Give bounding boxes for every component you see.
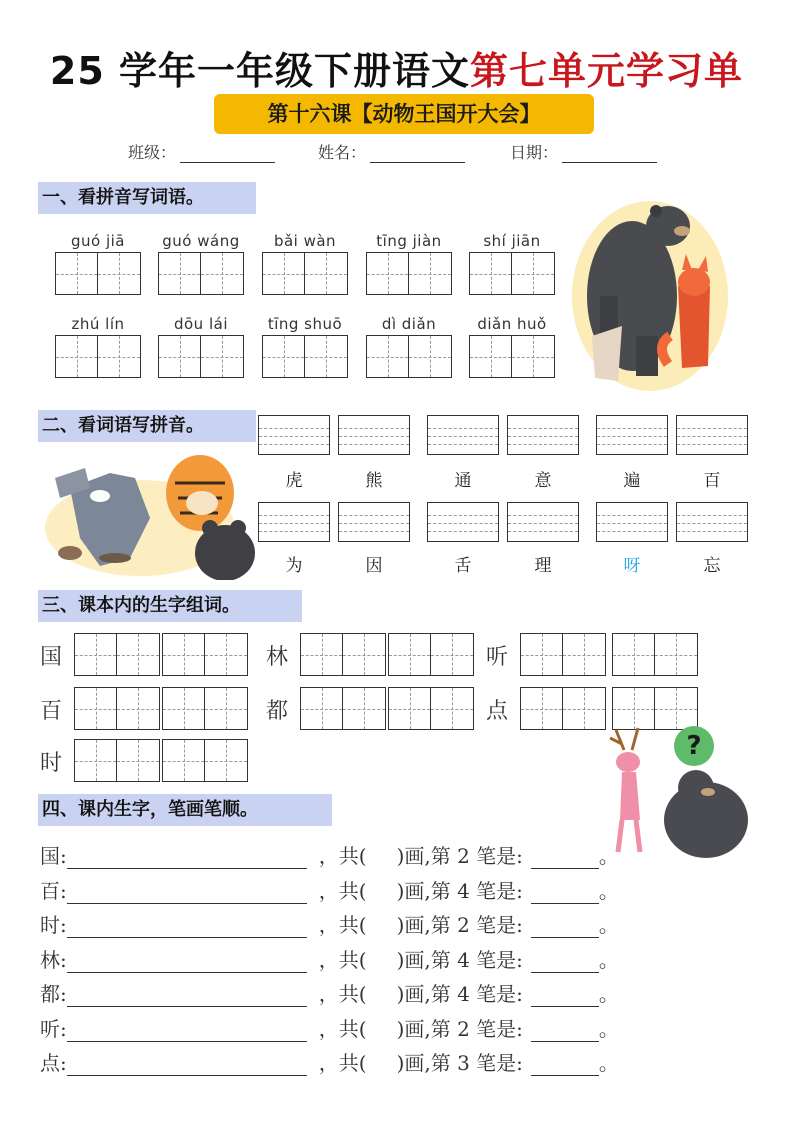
pinyin-answer-box[interactable] [258,415,330,455]
pinyin-label: dì diǎn [381,315,437,333]
pinyin-guide-line [428,444,498,445]
pinyin-answer-box[interactable] [427,415,499,455]
tian-zi-ge-cell[interactable] [117,740,159,781]
stroke-total-suffix: )画, [396,982,431,1006]
pinyin-guide-line [597,523,667,524]
pinyin-label: shí jiān [483,232,541,250]
pinyin-label: bǎi wàn [273,232,337,250]
tian-zi-ge-cell[interactable] [305,336,347,377]
pinyin-answer-box[interactable] [338,415,410,455]
stroke-order-label: 第 2 笔是: [430,1016,523,1041]
title-grade: 25 学年一年级下册语文 [49,49,471,93]
tian-zi-ge-cell[interactable] [75,634,117,675]
stroke-row [40,909,619,939]
tian-zi-ge-cell[interactable] [98,253,140,294]
stroke-row-end: 。 [598,913,619,937]
date-blank[interactable] [562,145,657,163]
stroke-order-blank[interactable] [531,880,599,904]
pinyin-word-item [366,232,452,295]
section1-heading: 一、看拼音写词语。 [38,182,256,214]
tian-zi-ge-pair[interactable] [55,335,141,378]
pinyin-guide-line [597,428,667,429]
stroke-total-prefix: ，共( [318,1051,367,1075]
tian-zi-ge-pair[interactable] [300,633,386,676]
pinyin-guide-line [259,444,329,445]
class-field[interactable] [128,140,275,163]
pinyin-guide-line [339,436,409,437]
stroke-write-blank[interactable] [67,1018,307,1042]
tian-zi-ge-pair[interactable] [366,335,452,378]
tian-zi-ge-pair[interactable] [300,687,386,730]
stroke-row [40,875,619,905]
stroke-order-blank[interactable] [531,845,599,869]
tian-zi-ge-pair[interactable] [158,335,244,378]
tian-zi-ge-cell[interactable] [201,253,243,294]
tian-zi-ge-cell[interactable] [431,634,473,675]
stroke-total-prefix: ，共( [318,913,367,937]
stroke-row [40,978,619,1008]
pinyin-label: diǎn huǒ [477,315,547,333]
hanzi-word: 遍 [623,471,641,491]
tian-zi-ge-cell[interactable] [98,336,140,377]
tian-zi-ge-pair[interactable] [262,335,348,378]
tian-zi-ge-cell[interactable] [117,688,159,729]
date-label: 日期： [510,143,559,162]
pinyin-answer-box[interactable] [258,502,330,542]
pinyin-guide-line [597,531,667,532]
pinyin-guide-line [428,531,498,532]
tian-zi-ge-pair[interactable] [262,252,348,295]
stroke-write-blank[interactable] [67,949,307,973]
tian-zi-ge-cell[interactable] [367,336,409,377]
tian-zi-ge-cell[interactable] [205,634,247,675]
pinyin-guide-line [259,531,329,532]
tian-zi-ge-cell[interactable] [205,688,247,729]
pinyin-guide-line [508,444,578,445]
stroke-total-prefix: ，共( [318,982,367,1006]
pinyin-guide-line [259,523,329,524]
stroke-total-suffix: )画, [396,1016,431,1041]
hanzi-word: 虎 [285,471,303,491]
hanzi-word: 通 [454,471,472,491]
pinyin-guide-line [677,428,747,429]
pinyin-guide-line [428,515,498,516]
stroke-row [40,1047,619,1077]
stroke-total-prefix: ，共( [318,1016,367,1041]
tian-zi-ge-pair[interactable] [162,687,248,730]
tian-zi-ge-pair[interactable] [469,335,555,378]
pinyin-guide-line [508,531,578,532]
tian-zi-ge-cell[interactable] [389,634,431,675]
pinyin-guide-line [339,515,409,516]
stroke-row-end: 。 [598,1016,619,1041]
tian-zi-ge-cell[interactable] [205,740,247,781]
stroke-order-label: 第 3 笔是: [430,1051,523,1075]
pinyin-label: guó wáng [162,232,240,250]
hanzi-word: 因 [365,556,383,576]
pinyin-guide-line [597,444,667,445]
pinyin-guide-line [508,428,578,429]
stroke-write-blank[interactable] [67,845,307,869]
name-label: 姓名： [318,143,367,162]
tian-zi-ge-pair[interactable] [520,687,606,730]
hanzi-word: 为 [285,556,303,576]
pinyin-word-item [55,232,141,295]
tian-zi-ge-pair[interactable] [520,633,606,676]
pinyin-guide-line [508,436,578,437]
title-unit: 第七单元学习单 [470,49,744,93]
tian-zi-ge-pair[interactable] [162,739,248,782]
tian-zi-ge-cell[interactable] [301,688,343,729]
pinyin-guide-line [508,523,578,524]
pinyin-answer-box[interactable] [338,502,410,542]
tian-zi-ge-pair[interactable] [388,687,474,730]
word-building-char: 都 [266,699,289,724]
stroke-order-blank[interactable] [531,949,599,973]
tian-zi-ge-pair[interactable] [388,633,474,676]
stroke-char-label: 时: [40,913,67,937]
hanzi-word: 舌 [454,556,472,576]
stroke-order-label: 第 2 笔是: [430,913,523,937]
class-label: 班级： [128,143,177,162]
stroke-order-label: 第 4 笔是: [430,947,523,972]
stroke-char-label: 听: [40,1016,67,1041]
stroke-row-end: 。 [598,947,619,972]
pinyin-guide-line [259,428,329,429]
stroke-write-blank[interactable] [67,914,307,938]
pinyin-label: dōu lái [173,315,228,333]
pinyin-guide-line [428,436,498,437]
tian-zi-ge-pair[interactable] [612,633,698,676]
stroke-char-label: 林: [40,947,67,972]
tian-zi-ge-cell[interactable] [409,336,451,377]
pinyin-label: tīng jiàn [376,232,442,250]
pinyin-guide-line [677,531,747,532]
stroke-char-label: 都: [40,982,67,1006]
stroke-total-suffix: )画, [396,913,431,937]
stroke-char-label: 百: [40,878,67,903]
tian-zi-ge-pair[interactable] [162,633,248,676]
name-blank[interactable] [370,145,465,163]
hanzi-word: 意 [534,471,552,491]
stroke-total-suffix: )画, [396,1051,431,1075]
class-blank[interactable] [180,145,275,163]
tian-zi-ge-cell[interactable] [512,336,554,377]
stroke-total-prefix: ，共( [318,844,367,868]
tian-zi-ge-cell[interactable] [263,336,305,377]
deer-bear-illustration [596,720,756,860]
tian-zi-ge-cell[interactable] [75,740,117,781]
word-building-char: 听 [486,645,509,670]
tian-zi-ge-cell[interactable] [343,634,385,675]
hanzi-word: 熊 [365,471,383,491]
pinyin-label: zhú lín [71,315,125,333]
pinyin-answer-box[interactable] [596,502,668,542]
stroke-row-end: 。 [598,1051,619,1075]
pinyin-guide-line [259,515,329,516]
tian-zi-ge-cell[interactable] [56,253,98,294]
pinyin-guide-line [508,515,578,516]
tian-zi-ge-cell[interactable] [163,740,205,781]
pinyin-label: guó jiā [70,232,125,250]
pinyin-guide-line [677,515,747,516]
stroke-order-label: 第 4 笔是: [430,982,523,1006]
tian-zi-ge-cell[interactable] [117,634,159,675]
question-mark-icon: ? [686,731,702,761]
pinyin-word-item [158,315,244,378]
stroke-row [40,1013,619,1043]
pinyin-guide-line [677,436,747,437]
tian-zi-ge-cell[interactable] [56,336,98,377]
pinyin-word-item [262,232,348,295]
section3-heading: 三、课本内的生字组词。 [38,590,302,622]
word-building-char: 百 [40,699,63,724]
stroke-total-suffix: )画, [396,878,431,903]
tian-zi-ge-cell[interactable] [201,336,243,377]
pinyin-word-item [262,315,348,378]
tian-zi-ge-cell[interactable] [163,688,205,729]
pinyin-word-item [366,315,452,378]
hanzi-word: 理 [534,556,552,576]
tian-zi-ge-pair[interactable] [74,633,160,676]
tian-zi-ge-cell[interactable] [409,253,451,294]
stroke-char-label: 点: [40,1051,67,1075]
pinyin-guide-line [428,523,498,524]
tian-zi-ge-cell[interactable] [163,634,205,675]
stroke-total-suffix: )画, [396,844,431,868]
pinyin-guide-line [339,444,409,445]
tian-zi-ge-cell[interactable] [305,253,347,294]
stroke-total-prefix: ，共( [318,878,367,903]
pinyin-word-item [158,232,244,295]
stroke-char-label: 国: [40,844,67,868]
tian-zi-ge-cell[interactable] [521,688,563,729]
word-building-char: 林 [266,645,289,670]
tian-zi-ge-pair[interactable] [366,252,452,295]
pinyin-answer-box[interactable] [427,502,499,542]
pinyin-label: tīng shuō [267,315,343,333]
tian-zi-ge-cell[interactable] [343,688,385,729]
pinyin-guide-line [597,515,667,516]
stroke-order-blank[interactable] [531,1052,599,1076]
hanzi-word: 呀 [623,556,641,576]
tian-zi-ge-pair[interactable] [74,739,160,782]
wolf-tiger-bear-illustration [40,448,255,580]
hanzi-word: 忘 [703,556,721,576]
stroke-row [40,840,619,870]
section4-heading: 四、课内生字，笔画笔顺。 [38,794,332,826]
pinyin-guide-line [677,523,747,524]
pinyin-answer-box[interactable] [507,502,579,542]
word-building-char: 国 [40,645,63,670]
tian-zi-ge-pair[interactable] [158,252,244,295]
tian-zi-ge-cell[interactable] [470,253,512,294]
pinyin-answer-box[interactable] [676,502,748,542]
tian-zi-ge-pair[interactable] [469,252,555,295]
stroke-order-blank[interactable] [531,1018,599,1042]
section2-heading: 二、看词语写拼音。 [38,410,256,442]
tian-zi-ge-cell[interactable] [512,253,554,294]
pinyin-guide-line [339,428,409,429]
pinyin-word-item [55,315,141,378]
stroke-order-blank[interactable] [531,983,599,1007]
tian-zi-ge-cell[interactable] [263,253,305,294]
stroke-order-blank[interactable] [531,914,599,938]
tian-zi-ge-cell[interactable] [470,336,512,377]
page-title [0,40,793,95]
pinyin-guide-line [339,531,409,532]
stroke-total-prefix: ，共( [318,947,367,972]
tian-zi-ge-cell[interactable] [521,634,563,675]
tian-zi-ge-cell[interactable] [367,253,409,294]
tian-zi-ge-cell[interactable] [159,336,201,377]
tian-zi-ge-pair[interactable] [74,687,160,730]
tian-zi-ge-cell[interactable] [75,688,117,729]
word-building-char: 时 [40,751,63,776]
stroke-order-label: 第 4 笔是: [430,878,523,903]
stroke-write-blank[interactable] [67,1052,307,1076]
pinyin-answer-box[interactable] [596,415,668,455]
pinyin-guide-line [597,436,667,437]
hanzi-word: 百 [703,471,721,491]
stroke-row-end: 。 [598,878,619,903]
tian-zi-ge-cell[interactable] [159,253,201,294]
pinyin-guide-line [677,444,747,445]
name-field[interactable] [318,140,465,163]
tian-zi-ge-cell[interactable] [655,634,697,675]
pinyin-guide-line [339,523,409,524]
word-building-char: 点 [486,699,509,724]
stroke-row-end: 。 [598,844,619,868]
pinyin-word-item [469,232,555,295]
bear-fox-illustration [570,186,730,396]
pinyin-answer-box[interactable] [676,415,748,455]
tian-zi-ge-pair[interactable] [55,252,141,295]
stroke-order-label: 第 2 笔是: [430,844,523,868]
pinyin-guide-line [259,436,329,437]
date-field[interactable] [510,140,657,163]
tian-zi-ge-cell[interactable] [431,688,473,729]
tian-zi-ge-cell[interactable] [389,688,431,729]
pinyin-guide-line [428,428,498,429]
tian-zi-ge-cell[interactable] [613,634,655,675]
pinyin-word-item [469,315,555,378]
pinyin-answer-box[interactable] [507,415,579,455]
tian-zi-ge-cell[interactable] [563,634,605,675]
tian-zi-ge-cell[interactable] [301,634,343,675]
stroke-write-blank[interactable] [67,880,307,904]
stroke-write-blank[interactable] [67,983,307,1007]
lesson-banner: 第十六课【动物王国开大会】 [214,94,594,134]
stroke-row-end: 。 [598,982,619,1006]
stroke-row [40,944,619,974]
stroke-total-suffix: )画, [396,947,431,972]
